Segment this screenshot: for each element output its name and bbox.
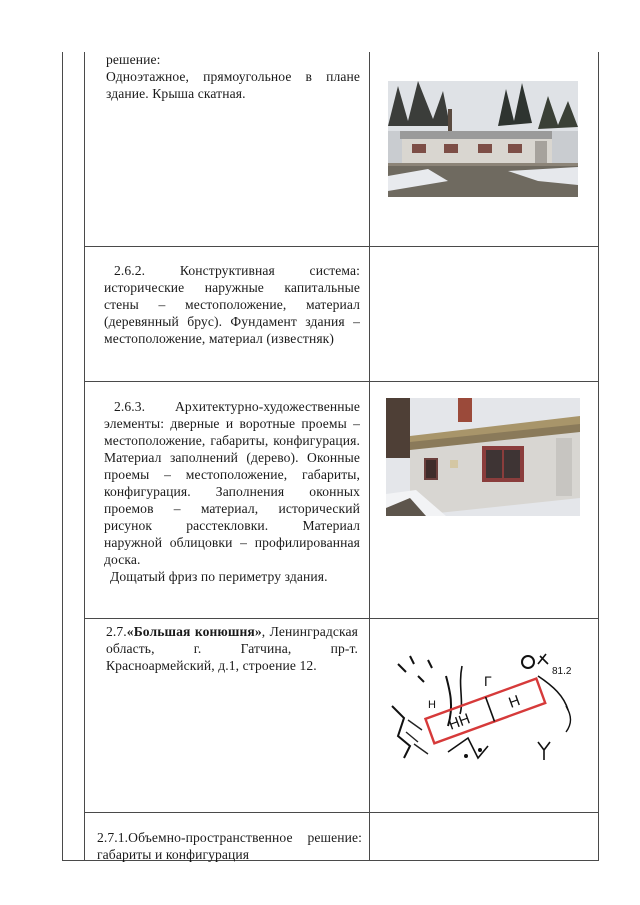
row-divider bbox=[84, 618, 599, 619]
row-1-text bbox=[106, 51, 360, 102]
map-label-side: Н bbox=[428, 699, 436, 711]
table-divider-col1 bbox=[84, 52, 85, 861]
paragraph: 2.6.2. Конструктивная система: исторические наружные капитальные стены – местоположение, материал (деревянный брус). Фундамент здания – местоположение, материал (известняк) bbox=[104, 263, 360, 346]
table-border-right bbox=[598, 52, 599, 861]
row-3-text bbox=[104, 398, 360, 585]
map-label-g: Г bbox=[484, 673, 492, 689]
object-title: «Большая конюшня» bbox=[126, 624, 262, 639]
paragraph: решение: bbox=[106, 52, 161, 67]
table-border-left bbox=[62, 52, 63, 861]
photo-building-facade-windows bbox=[386, 398, 580, 516]
row-divider bbox=[84, 812, 599, 813]
photo-one-story-wooden-building bbox=[388, 81, 578, 197]
row-2-text bbox=[104, 262, 360, 347]
object-heading bbox=[106, 623, 358, 674]
object-address: , Ленинградская область, г. Гатчина, пр-т. Красноармейский, д.1, строение 12. bbox=[106, 624, 359, 673]
paragraph: Дощатый фриз по периметру здания. bbox=[110, 569, 328, 584]
paragraph: 2.7.1.Объемно-пространственное решение: габариты и конфигурация bbox=[97, 830, 362, 862]
table-divider-col2 bbox=[369, 52, 370, 861]
paragraph: 2.6.3. Архитектурно-художественные элементы: дверные и воротные проемы – местоположение, габариты, конфигурация. Материал заполнений (дерево). Оконные проемы – местоположение, габариты, конфигурация. Заполнения оконных проемов – материал, исторический рисунок расстекловки. Материал наружной облицовки – профилированная доска. bbox=[104, 399, 360, 567]
map-label-right: Н bbox=[506, 692, 523, 712]
row-4-text bbox=[106, 623, 358, 674]
site-plan-map bbox=[388, 646, 582, 770]
row-divider bbox=[84, 246, 599, 247]
map-label-left: НН bbox=[446, 710, 473, 734]
heading-number: 2.7. bbox=[106, 624, 127, 639]
row-divider bbox=[84, 381, 599, 382]
paragraph: Одноэтажное, прямоугольное в плане здание. Крыша скатная. bbox=[106, 69, 360, 101]
map-elevation: 81.2 bbox=[552, 666, 572, 677]
row-5-text bbox=[97, 829, 362, 863]
